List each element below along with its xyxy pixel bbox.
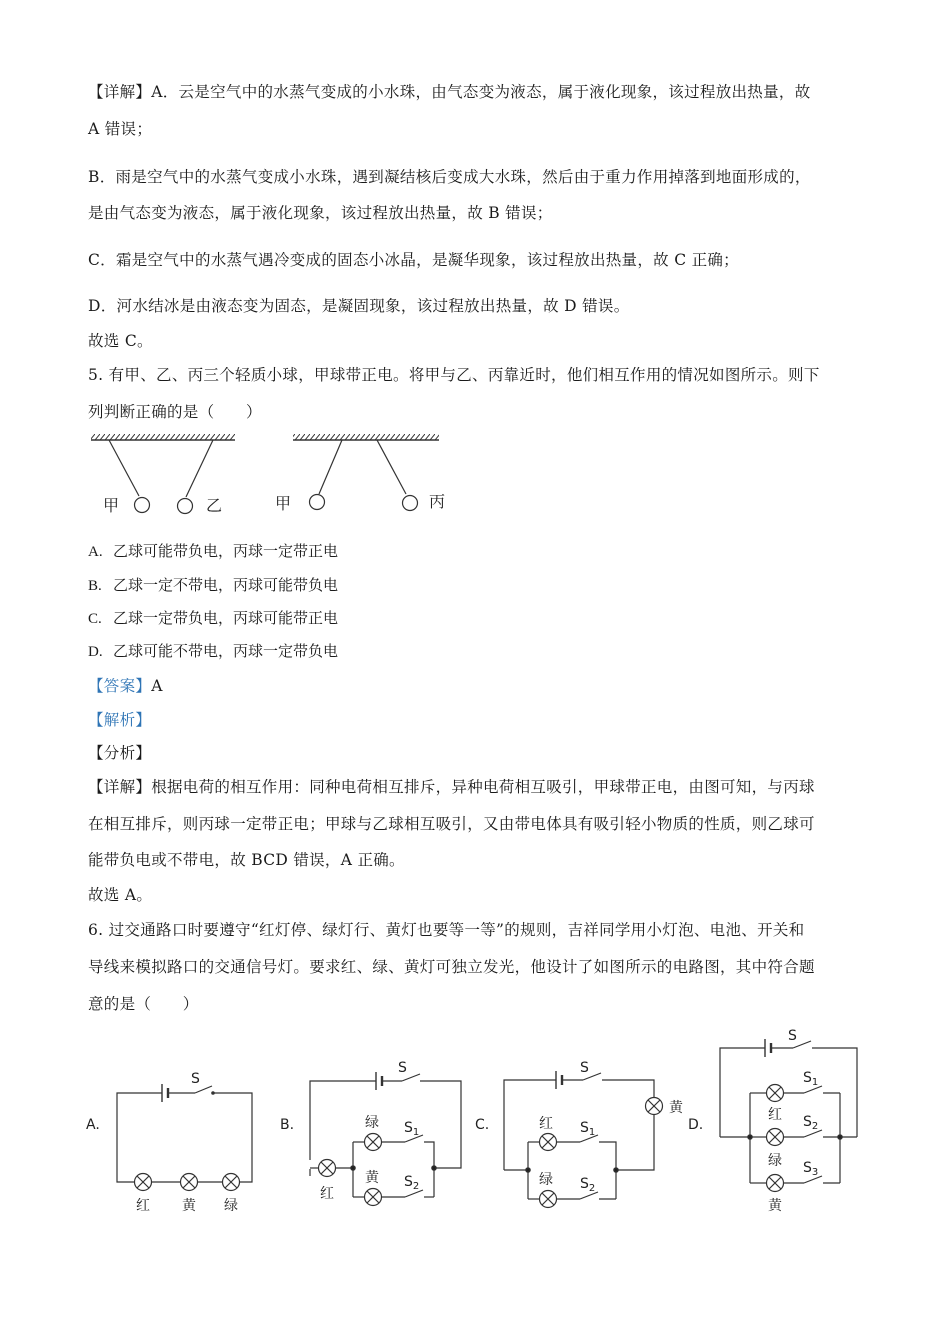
svg-text:红: 红 bbox=[320, 1186, 334, 1202]
svg-text:S3: $S_3$ bbox=[803, 1160, 819, 1178]
question-6-stem: 导线来模拟路口的交通信号灯。要求红、绿、黄灯可独立发光，他设计了如图所示的电路图，其中符合题 bbox=[88, 958, 815, 976]
explanation-line: A 错误； bbox=[88, 120, 153, 138]
question-6-stem: 6. 过交通路口时要遵守“红灯停、绿灯行、黄灯也要等一等”的规则，吉祥同学用小灯泡、电池、开关和 bbox=[88, 921, 805, 939]
svg-text:绿: 绿 bbox=[224, 1198, 238, 1214]
label-jia-2: 甲 bbox=[275, 494, 292, 513]
circuit-d bbox=[720, 1028, 857, 1214]
answer-line bbox=[88, 674, 163, 696]
ball-jia-2 bbox=[310, 495, 325, 510]
svg-text:S: S bbox=[398, 1060, 407, 1076]
svg-text:S1: $S_1$ bbox=[580, 1120, 596, 1138]
explanation-line: 是由气态变为液态，属于液化现象，该过程放出热量，故 B 错误； bbox=[88, 204, 553, 222]
q5-option-d: D. 乙球可能不带电，丙球一定带负电 bbox=[88, 642, 339, 660]
svg-text:红: 红 bbox=[136, 1198, 150, 1214]
detail-line: 在相互排斥，则丙球一定带正电；甲球与乙球相互吸引，又由带电体具有吸引轻小物质的性质，则乙球可 bbox=[88, 815, 815, 833]
svg-text:红: 红 bbox=[539, 1116, 553, 1132]
label-jia: 甲 bbox=[103, 496, 120, 515]
label-bing: 丙 bbox=[429, 492, 446, 511]
svg-text:红: 红 bbox=[768, 1107, 782, 1123]
question-5-stem: 5. 有甲、乙、丙三个轻质小球，甲球带正电。将甲与乙、丙靠近时，他们相互作用的情况如图所示。则下 bbox=[88, 366, 820, 384]
conclusion-line: 故选 A。 bbox=[88, 886, 153, 904]
circuit-b bbox=[310, 1060, 461, 1206]
svg-text:绿: 绿 bbox=[539, 1172, 553, 1188]
svg-text:S: S bbox=[580, 1060, 589, 1076]
svg-text:黄: 黄 bbox=[182, 1198, 196, 1214]
figure-6-circuits bbox=[80, 1020, 950, 1220]
svg-text:绿: 绿 bbox=[768, 1153, 782, 1169]
circuit-a-label: A. bbox=[86, 1117, 100, 1133]
question-6-stem: 意的是（ ） bbox=[88, 995, 199, 1013]
svg-text:S2: $S_2$ bbox=[404, 1174, 420, 1192]
q5-option-b: B. 乙球一定不带电，丙球可能带负电 bbox=[88, 576, 339, 594]
circuit-c bbox=[504, 1060, 684, 1208]
explanation-line: D．河水结冰是由液态变为固态，是凝固现象，该过程放出热量，故 D 错误。 bbox=[88, 297, 630, 315]
circuit-a bbox=[117, 1071, 252, 1214]
svg-text:S2: $S_2$ bbox=[803, 1114, 819, 1132]
svg-text:S1: $S_1$ bbox=[404, 1120, 420, 1138]
svg-text:黄: 黄 bbox=[669, 1100, 683, 1116]
answer-value: A bbox=[151, 677, 163, 695]
ball-yi bbox=[178, 499, 193, 514]
circuit-c-label: C. bbox=[475, 1117, 490, 1133]
explanation-line: 【详解】A．云是空气中的水蒸气变成的小水珠，由气态变为液态，属于液化现象，该过程放出热量，故 bbox=[88, 83, 811, 101]
svg-text:S: S bbox=[788, 1028, 797, 1044]
svg-text:S2: $S_2$ bbox=[580, 1176, 596, 1194]
circuit-b-label: B. bbox=[280, 1117, 295, 1133]
conclusion-line: 故选 C。 bbox=[88, 332, 153, 350]
question-5-stem: 列判断正确的是（ ） bbox=[88, 403, 262, 421]
svg-text:黄: 黄 bbox=[768, 1198, 782, 1214]
circuit-d-label: D. bbox=[688, 1117, 704, 1133]
analysis-heading: 【解析】 bbox=[88, 711, 152, 729]
svg-text:S: S bbox=[191, 1071, 200, 1087]
figure-5-charged-balls bbox=[85, 428, 465, 523]
svg-text:黄: 黄 bbox=[365, 1170, 379, 1186]
fenxi-heading: 【分析】 bbox=[88, 744, 152, 762]
q5-option-c: C. 乙球一定带负电，丙球可能带正电 bbox=[88, 609, 339, 627]
detail-line: 能带负电或不带电，故 BCD 错误，A 正确。 bbox=[88, 851, 405, 869]
q5-option-a: A. 乙球可能带负电，丙球一定带正电 bbox=[88, 542, 339, 560]
explanation-line: B．雨是空气中的水蒸气变成小水珠，遇到凝结核后变成大水珠，然后由于重力作用掉落到地面形成的， bbox=[88, 168, 811, 186]
ball-bing bbox=[403, 496, 418, 511]
label-yi: 乙 bbox=[206, 496, 223, 515]
explanation-line: C．霜是空气中的水蒸气遇冷变成的固态小冰晶，是凝华现象，该过程放出热量，故 C 正确； bbox=[88, 251, 739, 269]
ball-jia bbox=[135, 498, 150, 513]
svg-text:S1: $S_1$ bbox=[803, 1070, 819, 1088]
detail-line: 【详解】根据电荷的相互作用：同种电荷相互排斥，异种电荷相互吸引，甲球带正电，由图可知，与丙球 bbox=[88, 778, 815, 796]
answer-label: 【答案】 bbox=[88, 677, 152, 695]
svg-text:绿: 绿 bbox=[365, 1115, 379, 1131]
